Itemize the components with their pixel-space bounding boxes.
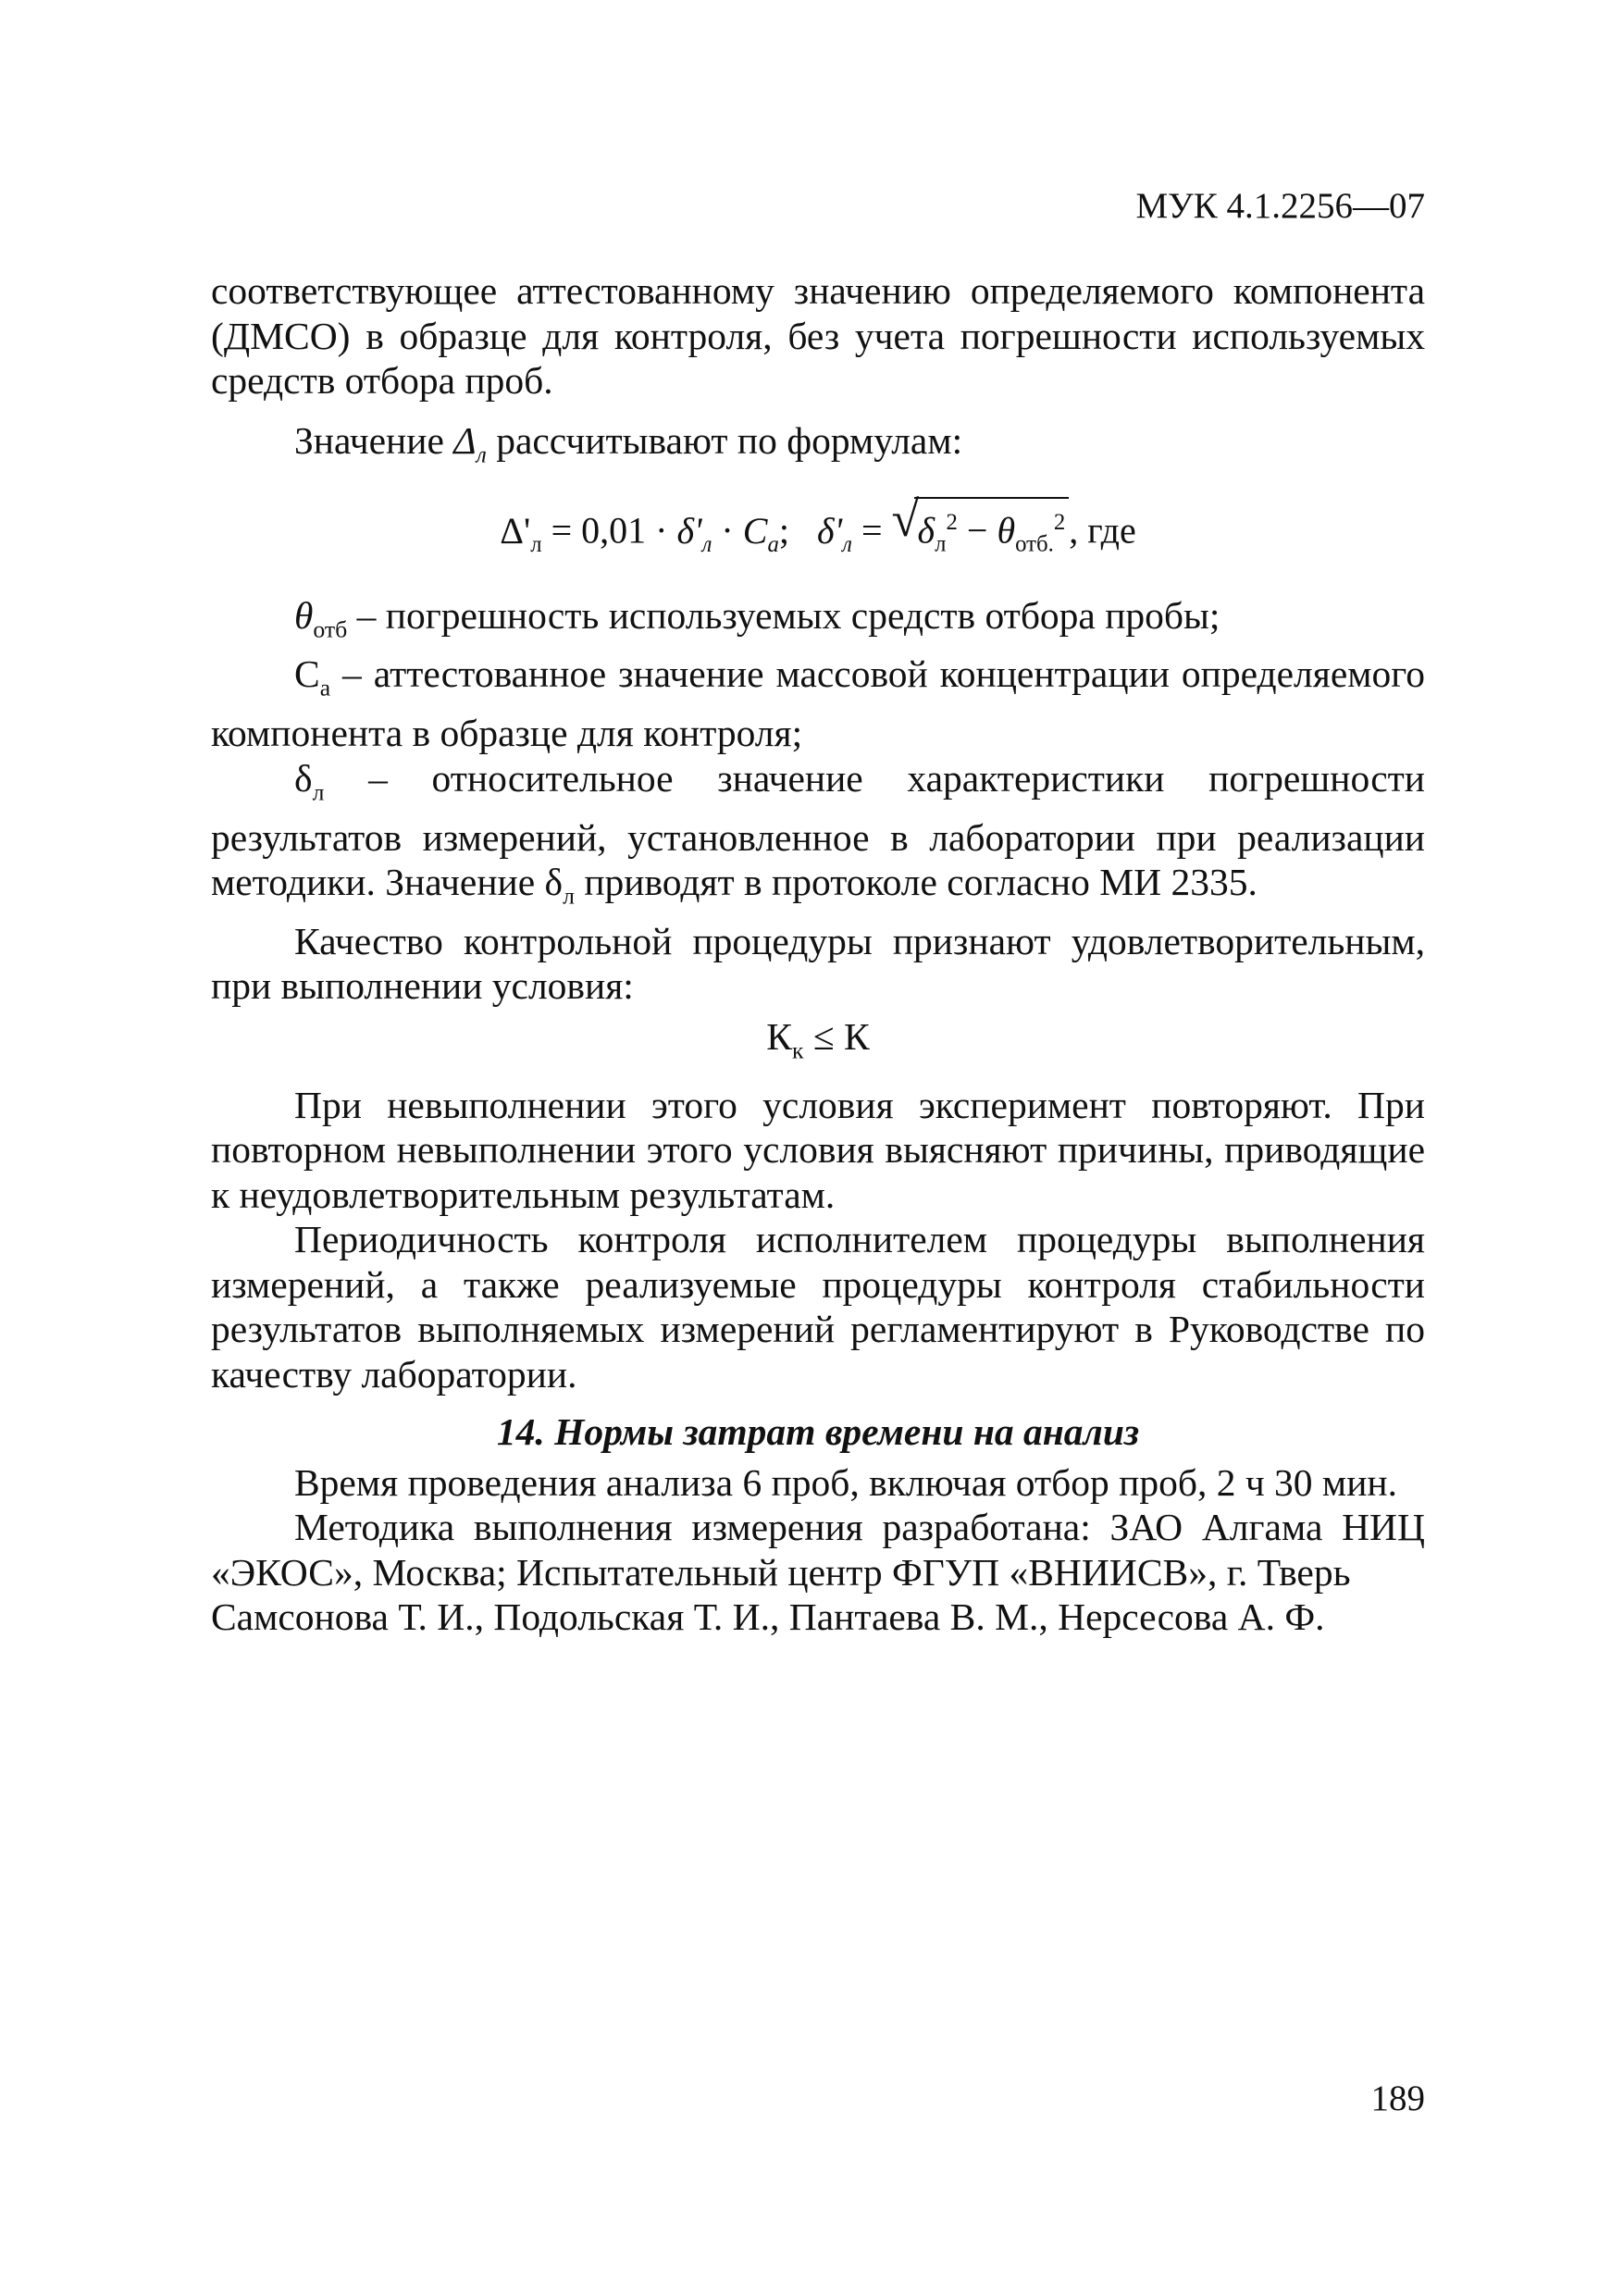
delta-l-def-symbol: δ bbox=[294, 756, 313, 800]
paragraph-analysis-time: Время проведения анализа 6 проб, включая отбор проб, 2 ч 30 мин. bbox=[294, 1460, 1397, 1504]
ca-symbol: С bbox=[294, 652, 320, 696]
formula-delta-2: $\delta'_л$ bbox=[816, 509, 852, 557]
ca-definition-text: – аттестованное значение массовой концентрации определяемого компонента в образце для контроля; bbox=[211, 652, 1425, 755]
theta-definition-text: – погрешность используемых средств отбора пробы; bbox=[356, 593, 1220, 637]
document-code-header: МУК 4.1.2256—07 bbox=[1135, 186, 1425, 226]
inequality-lhs-sub: к bbox=[791, 1036, 804, 1064]
radicand-minus: − bbox=[966, 509, 988, 552]
formula-c-sub: а bbox=[767, 531, 779, 557]
formula-separator: ; bbox=[778, 509, 789, 552]
intro-delta-sub: л bbox=[476, 440, 487, 467]
formula-delta: $\delta'_л$ bbox=[676, 509, 712, 557]
paragraph-control-periodicity: Периодичность контроля исполнителем процедуры выполнения измерений, а также реализуемые процедуры контроля стабильности результатов выполняемых измерений регламентируют в Руководстве по качеству лаборатории. bbox=[211, 1218, 1425, 1396]
theta-symbol: θ bbox=[294, 593, 314, 637]
formula-delta-sub: л bbox=[701, 531, 712, 557]
paragraph-sample-value: соответствующее аттестованному значению определяемого компонента (ДМСО) в образце для контроля, без учета погрешности используемых средств отбора проб. bbox=[211, 269, 1425, 402]
page-number: 189 bbox=[1370, 2079, 1425, 2118]
formula-lhs-symbol: Δ bbox=[500, 509, 524, 552]
formula-equals: = bbox=[861, 509, 883, 552]
formula-c bbox=[742, 509, 779, 557]
ca-sub: а bbox=[319, 674, 331, 701]
page-body bbox=[211, 268, 1425, 1640]
intro-suffix: рассчитывают по формулам: bbox=[496, 418, 963, 462]
definition-theta bbox=[211, 593, 1425, 652]
definition-delta-l: $\delta_л$ – относительное значение характеристики погрешности результатов измерений, установленное в лаборатории при реализации методики. Значение $\delta_л$ приводят в протоколе согласно МИ 2335. bbox=[211, 756, 1426, 910]
inequality-lhs: К bbox=[766, 1014, 792, 1058]
paragraph-repeat-experiment: При невыполнении этого условия эксперимент повторяют. При повторном невыполнении этого условия выясняют причины, приводящие к неудовлетворительным результатам. bbox=[211, 1083, 1425, 1216]
radicand-theta-sup: 2 bbox=[1053, 510, 1066, 536]
inequality-rhs: К bbox=[844, 1014, 870, 1058]
radical-sign: √ bbox=[891, 491, 920, 548]
formula-delta2-symbol: δ bbox=[816, 509, 835, 552]
inequality-operator: ≤ bbox=[812, 1014, 835, 1058]
definition-ca bbox=[211, 652, 1425, 755]
section-heading-time-norms: 14. Нормы затрат времени на анализ bbox=[496, 1410, 1140, 1454]
radicand-delta-sub: л bbox=[935, 531, 947, 557]
paragraph-quality-condition: Качество контрольной процедуры признают удовлетворительным, при выполнении условия: bbox=[211, 919, 1425, 1008]
formula-delta-l bbox=[211, 491, 1425, 572]
formula-where: , где bbox=[1069, 509, 1136, 552]
intro-prefix: Значение bbox=[294, 418, 444, 462]
paragraph-authors: Самсонова Т. И., Подольская Т. И., Пантаева В. М., Нерсесова А. Ф. bbox=[211, 1595, 1325, 1639]
radicand-delta-sup: 2 bbox=[946, 510, 958, 536]
paragraph-formula-intro bbox=[211, 418, 1425, 478]
radicand-theta: θ bbox=[997, 509, 1016, 552]
formula-delta-symbol: δ bbox=[676, 509, 695, 552]
formula-times: · bbox=[721, 509, 734, 552]
delta-l-definition-text-2: приводят в протоколе согласно МИ 2335. bbox=[584, 861, 1258, 904]
delta-l-symbol bbox=[453, 418, 487, 467]
radicand-theta-sub: отб. bbox=[1015, 531, 1054, 557]
delta-l-def-sub: л bbox=[312, 778, 325, 806]
radicand bbox=[914, 497, 1070, 568]
delta-l-definition-text: – относительное значение характеристики погрешности результатов измерений, установленное в лаборатории при реализации методики. Значение bbox=[211, 756, 1426, 904]
formula-lhs-sub: л bbox=[530, 531, 542, 557]
formula-c-symbol: C bbox=[742, 509, 768, 552]
formula-delta2-sub: л bbox=[842, 531, 852, 557]
delta-l-inline-sub: л bbox=[563, 882, 575, 910]
formula-coef: = 0,01 · bbox=[551, 509, 668, 552]
formula-square-root bbox=[891, 491, 1070, 568]
radicand-delta: δ bbox=[917, 509, 935, 552]
formula-lhs: $\Delta'_л$ bbox=[500, 509, 542, 557]
intro-delta: Δ bbox=[453, 418, 477, 462]
inequality-k bbox=[211, 1014, 1425, 1074]
theta-sub: отб bbox=[313, 614, 348, 642]
paragraph-developers: Методика выполнения измерения разработана: ЗАО Алгама НИЦ «ЭКОС», Москва; Испытательный центр ФГУП «ВНИИСВ», г. Тверь bbox=[211, 1506, 1425, 1594]
